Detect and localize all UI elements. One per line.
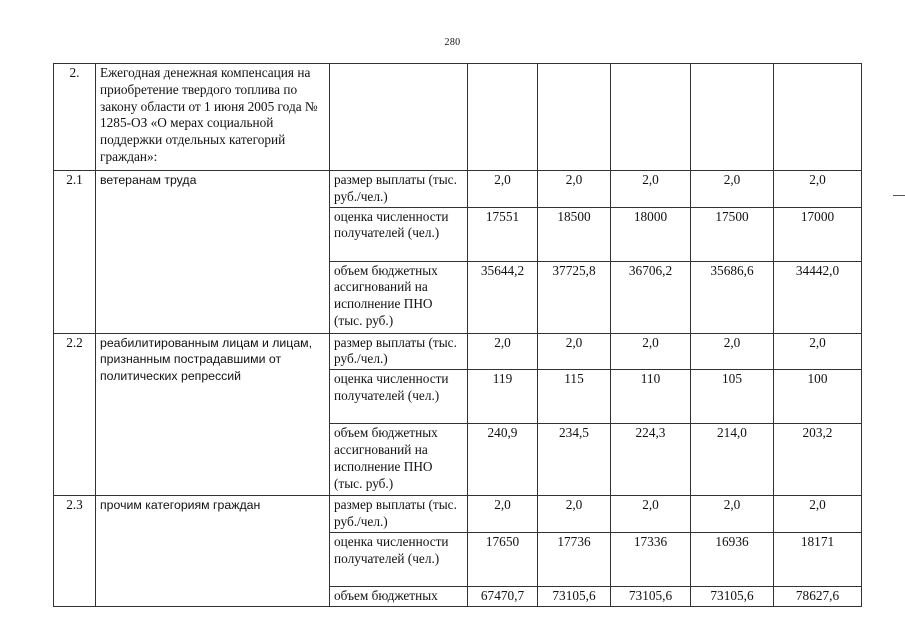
value-cell: 2,0 xyxy=(468,333,538,370)
table-row xyxy=(54,496,862,533)
value-cell: 2,0 xyxy=(538,333,611,370)
value-cell: 203,2 xyxy=(774,424,862,496)
indicator-label: оценка численности получателей (чел.) xyxy=(330,370,468,424)
value-cell: 17650 xyxy=(468,532,538,586)
value-cell: 17551 xyxy=(468,207,538,261)
value-cell: 17736 xyxy=(538,532,611,586)
value-cell: 2,0 xyxy=(468,496,538,533)
value-cell: 17500 xyxy=(691,207,774,261)
indicator-label: оценка численности получателей (чел.) xyxy=(330,532,468,586)
indicator-label: объем бюджетных xyxy=(330,586,468,606)
value-cell: 35686,6 xyxy=(691,261,774,333)
value-cell: 2,0 xyxy=(611,171,691,208)
value-cell: 73105,6 xyxy=(611,586,691,606)
section-number: 2. xyxy=(54,64,96,171)
value-cell: 2,0 xyxy=(538,171,611,208)
value-cell: 73105,6 xyxy=(691,586,774,606)
value-cell: 2,0 xyxy=(774,333,862,370)
value-cell: 16936 xyxy=(691,532,774,586)
group-number: 2.2 xyxy=(54,333,96,496)
value-cell: 2,0 xyxy=(774,171,862,208)
value-cell: 100 xyxy=(774,370,862,424)
value-cell: 2,0 xyxy=(691,333,774,370)
table-row xyxy=(54,171,862,208)
value-cell: 224,3 xyxy=(611,424,691,496)
group-name: реабилитированным лицам и лицам, признанным пострадавшими от политических репрессий xyxy=(96,333,330,496)
value-cell: 18171 xyxy=(774,532,862,586)
value-cell: 18000 xyxy=(611,207,691,261)
indicator-label: объем бюджетных ассигнований на исполнение ПНО (тыс. руб.) xyxy=(330,261,468,333)
compensation-table xyxy=(53,63,862,607)
value-cell: 2,0 xyxy=(691,171,774,208)
value-cell: 67470,7 xyxy=(468,586,538,606)
value-cell: 119 xyxy=(468,370,538,424)
value-cell: 234,5 xyxy=(538,424,611,496)
value-cell: 37725,8 xyxy=(538,261,611,333)
value-cell: 105 xyxy=(691,370,774,424)
empty-cell xyxy=(538,64,611,171)
group-name: прочим категориям граждан xyxy=(96,496,330,606)
indicator-label: размер выплаты (тыс. руб./чел.) xyxy=(330,333,468,370)
page-number: 280 xyxy=(444,37,461,48)
value-cell: 78627,6 xyxy=(774,586,862,606)
value-cell: 2,0 xyxy=(691,496,774,533)
empty-cell xyxy=(691,64,774,171)
scan-edge-mark xyxy=(893,195,905,196)
table-row xyxy=(54,333,862,370)
group-name: ветеранам труда xyxy=(96,171,330,334)
indicator-label: объем бюджетных ассигнований на исполнение ПНО (тыс. руб.) xyxy=(330,424,468,496)
indicator-label: размер выплаты (тыс. руб./чел.) xyxy=(330,496,468,533)
value-cell: 35644,2 xyxy=(468,261,538,333)
value-cell: 73105,6 xyxy=(538,586,611,606)
empty-cell xyxy=(468,64,538,171)
value-cell: 2,0 xyxy=(538,496,611,533)
value-cell: 2,0 xyxy=(468,171,538,208)
indicator-label: размер выплаты (тыс. руб./чел.) xyxy=(330,171,468,208)
value-cell: 17000 xyxy=(774,207,862,261)
indicator-label: оценка численности получателей (чел.) xyxy=(330,207,468,261)
value-cell: 17336 xyxy=(611,532,691,586)
value-cell: 115 xyxy=(538,370,611,424)
empty-cell xyxy=(330,64,468,171)
section-title: Ежегодная денежная компенсация на приобретение твердого топлива по закону области от 1 июня 2005 года № 1285-ОЗ «О мерах социальной поддержки отдельных категорий граждан»: xyxy=(96,64,330,171)
value-cell: 2,0 xyxy=(611,333,691,370)
empty-cell xyxy=(774,64,862,171)
value-cell: 240,9 xyxy=(468,424,538,496)
value-cell: 2,0 xyxy=(611,496,691,533)
empty-cell xyxy=(611,64,691,171)
group-number: 2.1 xyxy=(54,171,96,334)
value-cell: 34442,0 xyxy=(774,261,862,333)
value-cell: 36706,2 xyxy=(611,261,691,333)
group-number: 2.3 xyxy=(54,496,96,606)
value-cell: 18500 xyxy=(538,207,611,261)
section-row xyxy=(54,64,862,171)
value-cell: 110 xyxy=(611,370,691,424)
value-cell: 2,0 xyxy=(774,496,862,533)
value-cell: 214,0 xyxy=(691,424,774,496)
